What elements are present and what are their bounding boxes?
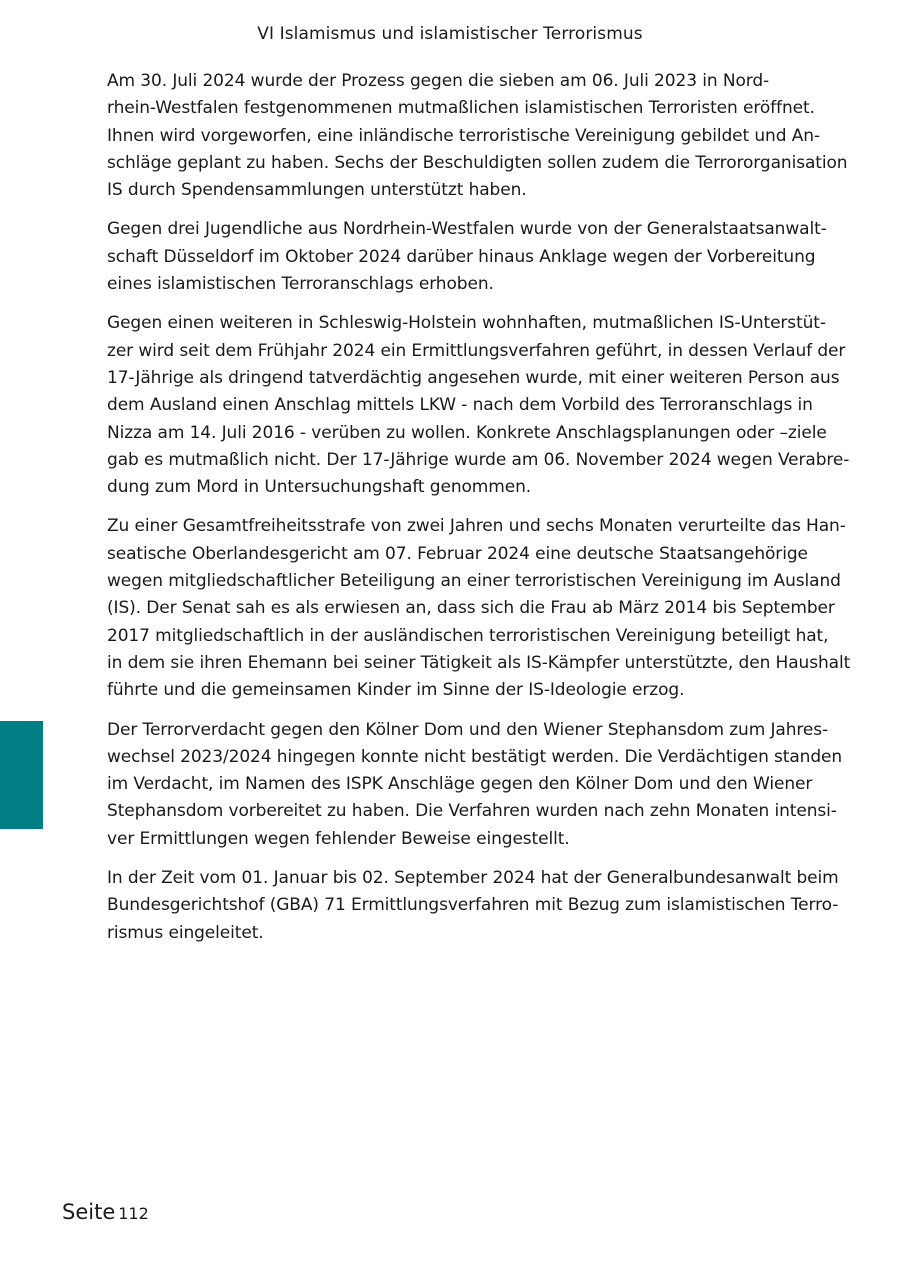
chapter-side-tab <box>0 721 43 829</box>
text-line: ver Ermittlungen wegen fehlender Beweise eingestellt. <box>107 828 570 849</box>
page-number <box>62 1200 149 1224</box>
paragraph <box>107 68 847 204</box>
text-line: IS durch Spendensammlungen unterstützt haben. <box>107 180 527 201</box>
text-line: Zu einer Gesamtfreiheitsstrafe von zwei Jahren und sechs Monaten verurteilte das Han- <box>107 516 846 537</box>
text-line: wechsel 2023/2024 hingegen konnte nicht bestätigt werden. Die Verdächtigen standen <box>107 746 843 767</box>
text-line: dung zum Mord in Untersuchungshaft genommen. <box>107 477 532 498</box>
text-line: schläge geplant zu haben. Sechs der Beschuldigten sollen zudem die Terrororganisation <box>107 152 848 173</box>
paragraph <box>107 717 847 853</box>
text-line: Gegen einen weiteren in Schleswig-Holstein wohnhaften, mutmaßlichen IS-Unterstüt- <box>107 313 826 334</box>
text-line: Bundesgerichtshof (GBA) 71 Ermittlungsverfahren mit Bezug zum islamistischen Terro- <box>107 895 839 916</box>
page-number-value: 112 <box>118 1204 149 1223</box>
text-line: führte und die gemeinsamen Kinder im Sinne der IS-Ideologie erzog. <box>107 680 685 701</box>
text-line: (IS). Der Senat sah es als erwiesen an, dass sich die Frau ab März 2014 bis September <box>107 598 835 619</box>
text-line: im Verdacht, im Namen des ISPK Anschläge gegen den Kölner Dom und den Wiener <box>107 774 813 795</box>
text-line: rhein-Westfalen festgenommenen mutmaßlichen islamistischen Terroristen eröffnet. <box>107 98 815 119</box>
text-line: Am 30. Juli 2024 wurde der Prozess gegen die sieben am 06. Juli 2023 in Nord- <box>107 71 770 91</box>
paragraph <box>107 216 847 298</box>
body-text <box>107 68 851 959</box>
paragraph <box>107 865 847 947</box>
text-line: Gegen drei Jugendliche aus Nordrhein-Westfalen wurde von der Generalstaatsanwalt- <box>107 219 827 240</box>
text-line: 17-Jährige als dringend tatverdächtig angesehen wurde, mit einer weiteren Person aus <box>107 367 840 388</box>
text-line: in dem sie ihren Ehemann bei seiner Tätigkeit als IS-Kämpfer unterstützte, den Haushalt <box>107 652 851 673</box>
text-line: wegen mitgliedschaftlicher Beteiligung an einer terroristischen Vereinigung im Ausland <box>107 571 841 592</box>
text-line: In der Zeit vom 01. Januar bis 02. September 2024 hat der Generalbundesanwalt beim <box>107 868 839 889</box>
text-line: rismus eingeleitet. <box>107 922 264 943</box>
text-line: Stephansdom vorbereitet zu haben. Die Verfahren wurden nach zehn Monaten intensi- <box>107 801 837 822</box>
page-label: Seite <box>62 1200 116 1224</box>
paragraph <box>107 513 851 704</box>
text-line: schaft Düsseldorf im Oktober 2024 darüber hinaus Anklage wegen der Vorbereitung <box>107 246 816 267</box>
text-line: 2017 mitgliedschaftlich in der ausländischen terroristischen Vereinigung beteiligt hat, <box>107 625 829 646</box>
text-line: gab es mutmaßlich nicht. Der 17-Jährige wurde am 06. November 2024 wegen Verabre- <box>107 449 850 470</box>
text-line: seatische Oberlandesgericht am 07. Februar 2024 eine deutsche Staatsangehörige <box>107 543 808 564</box>
text-line: Der Terrorverdacht gegen den Kölner Dom und den Wiener Stephansdom zum Jahres- <box>107 719 829 740</box>
text-line: eines islamistischen Terroranschlags erhoben. <box>107 274 494 295</box>
text-line: dem Ausland einen Anschlag mittels LKW - nach dem Vorbild des Terroranschlags in <box>107 395 813 416</box>
running-header: VI Islamismus und islamistischer Terrorismus <box>257 24 643 44</box>
paragraph <box>107 310 850 501</box>
text-line: Ihnen wird vorgeworfen, eine inländische terroristische Vereinigung gebildet und An- <box>107 125 820 146</box>
text-line: zer wird seit dem Frühjahr 2024 ein Ermittlungsverfahren geführt, in dessen Verlauf der <box>107 340 846 361</box>
text-line: Nizza am 14. Juli 2016 - verüben zu wollen. Konkrete Anschlagsplanungen oder –ziele <box>107 422 827 443</box>
